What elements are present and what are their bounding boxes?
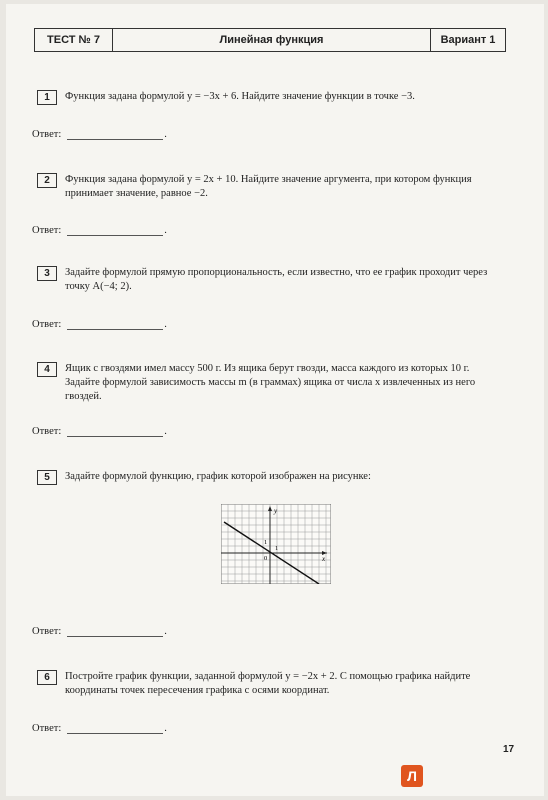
task-text: Задайте формулой прямую пропорциональность, если известно, что ее график проходит через точку A(−4; 2). (65, 267, 488, 292)
answer-label: Ответ: (32, 626, 62, 637)
task-number: 6 (37, 670, 57, 685)
answer-2[interactable]: Ответ: . (32, 225, 167, 236)
answer-line[interactable] (67, 722, 163, 734)
answer-3[interactable]: Ответ: . (32, 319, 167, 330)
answer-4[interactable]: Ответ: . (32, 426, 167, 437)
answer-label: Ответ: (32, 225, 62, 236)
x-axis-label: x (322, 555, 326, 563)
answer-line[interactable] (67, 425, 163, 437)
test-header (34, 28, 506, 52)
task-text: Функция задана формулой y = −3x + 6. Найдите значение функции в точке −3. (65, 91, 415, 102)
y-axis-label: y (274, 507, 278, 515)
test-variant: Вариант 1 (440, 34, 496, 46)
test-topic: Линейная функция (113, 29, 431, 51)
task-text: Задайте формулой функцию, график которой изображен на рисунке: (65, 471, 371, 482)
answer-5[interactable]: Ответ: . (32, 626, 167, 637)
test-number: ТЕСТ № 7 (35, 29, 113, 51)
answer-label: Ответ: (32, 319, 62, 330)
origin-label: 0 (264, 555, 268, 562)
publisher-logo-icon: Л (401, 765, 423, 787)
page-number: 17 (503, 744, 515, 755)
task-text: Постройте график функции, заданной формулой y = −2x + 2. С помощью графика найдите координаты точек пересечения графика с осями координат. (65, 671, 471, 696)
answer-line[interactable] (67, 625, 163, 637)
answer-label: Ответ: (32, 129, 62, 140)
task-number: 4 (37, 362, 57, 377)
answer-line[interactable] (67, 318, 163, 330)
answer-label: Ответ: (32, 426, 62, 437)
task-number: 5 (37, 470, 57, 485)
answer-label: Ответ: (32, 723, 62, 734)
function-graph (221, 504, 331, 584)
x-unit-label: 1 (275, 545, 279, 552)
y-unit-label: 1 (264, 539, 268, 546)
answer-line[interactable] (67, 224, 163, 236)
answer-6[interactable]: Ответ: . (32, 723, 167, 734)
answer-line[interactable] (67, 128, 163, 140)
task-text: Ящик с гвоздями имел массу 500 г. Из ящика берут гвозди, масса каждого из которых 10 г. Задайте формулой зависимость массы m (в граммах) ящика от числа x извлеченных из него гвоздей. (65, 363, 476, 402)
task-number: 2 (37, 173, 57, 188)
answer-1[interactable]: Ответ: . (32, 129, 167, 140)
task-number: 3 (37, 266, 57, 281)
task-number: 1 (37, 90, 57, 105)
task-text: Функция задана формулой y = 2x + 10. Найдите значение аргумента, при котором функция принимает значение, равное −2. (65, 174, 472, 199)
